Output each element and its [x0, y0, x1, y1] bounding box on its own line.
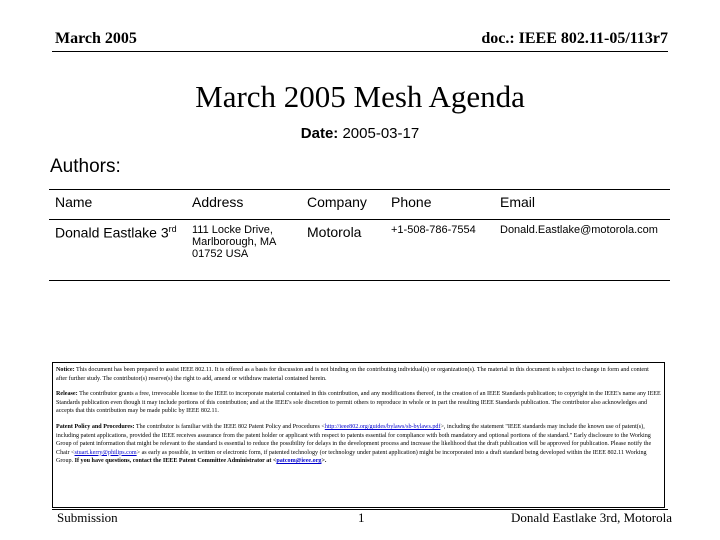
authors-heading: Authors: [50, 156, 121, 177]
patent-text-b: >, including the statement "IEEE standards may include the known use of patent(s), including patent applications, provided the IEEE receives assurance from the patent holder or applicant with respect to patents essential for compliance with both mandatory and optional portions of the standard." Early disclosure to the Working Group of patent information that might be relevant to the standard is essential to reduce the possibility for delays in the development process and increase the likelihood that the draft publication will be approved for publication. Please notify the Chair < [56, 423, 652, 456]
header-rule [52, 51, 668, 52]
release-paragraph [56, 390, 661, 416]
footer-submission: Submission [57, 510, 118, 525]
release-label: Release: [56, 391, 78, 398]
col-header-name: Name [49, 190, 186, 220]
notice-label: Notice: [56, 367, 75, 373]
author-email: Donald.Eastlake@motorola.com [494, 220, 670, 281]
author-address [186, 220, 301, 281]
col-header-address: Address [186, 190, 301, 220]
patent-label: Patent Policy and Procedures: [56, 423, 135, 430]
patent-text-a: The contributor is familiar with the IEEE 802 Patent Policy and Procedures < [134, 423, 325, 430]
address-line-3: 01752 USA [192, 248, 249, 260]
bylaws-link[interactable]: http://ieee802.org/guides/bylaws/sb-bylaws.pdf [324, 423, 441, 430]
authors-table [49, 189, 670, 281]
footer-author: Donald Eastlake 3rd, Motorola [510, 510, 672, 525]
patent-bold-tail: If you have questions, contact the IEEE Patent Committee Administrator at < [74, 458, 277, 465]
date-value: 2005-03-17 [342, 125, 420, 142]
col-header-email: Email [494, 190, 670, 220]
header-date: March 2005 [55, 30, 137, 47]
notice-text: This document has been prepared to assist IEEE 802.11. It is offered as a basis for discussion and is not binding on the contributing individual(s) or organization(s). The material in this document is subject to change in form and content after further study. The contributor(s) reserve(s) the right to add, amend or withdraw material contained herein. [56, 367, 649, 382]
notice-paragraph [56, 366, 661, 383]
author-phone: +1-508-786-7554 [385, 220, 494, 281]
date-line [0, 125, 720, 142]
author-company: Motorola [301, 220, 385, 281]
table-header-row [49, 190, 670, 220]
chair-email-link[interactable]: stuart.kerry@philips.com [74, 449, 137, 456]
patent-paragraph [56, 423, 661, 466]
col-header-company: Company [301, 190, 385, 220]
address-line-2: Marlborough, MA [192, 236, 277, 248]
author-name [49, 220, 186, 281]
col-header-phone: Phone [385, 190, 494, 220]
date-label: Date: [300, 125, 339, 142]
address-line-1: 111 Locke Drive, [192, 224, 273, 236]
release-text: The contributor grants a free, irrevocable license to the IEEE to incorporate material contained in this contribution, and any modifications thereof, in the creation of an IEEE Standards publication; to copyright in the IEEE's name any IEEE Standards publication even though it may include portions of this contribution; and at the IEEE's sole discretion to permit others to reproduce in whole or in part the resulting IEEE Standards publication. The contributor also acknowledges and accepts that this contribution may be made public by IEEE 802.11. [56, 391, 661, 415]
patent-text-c: > as early as possible, in written or electronic form, if patented technology (or technology under patent application) might be incorporated into a draft standard being developed within the IEEE 802.11 Working Group. [56, 449, 647, 465]
page-title: March 2005 Mesh Agenda [195, 79, 525, 114]
author-name-text: Donald Eastlake 3 [55, 224, 169, 241]
footer-page-number: 1 [358, 510, 365, 525]
header-doc-id: doc.: IEEE 802.11-05/113r7 [481, 30, 668, 47]
author-name-sup: rd [168, 224, 177, 234]
patcom-email-link[interactable]: patcom@ieee.org [276, 458, 322, 465]
patent-end: >. [321, 458, 327, 465]
table-row [49, 220, 670, 281]
notice-box [52, 362, 665, 508]
